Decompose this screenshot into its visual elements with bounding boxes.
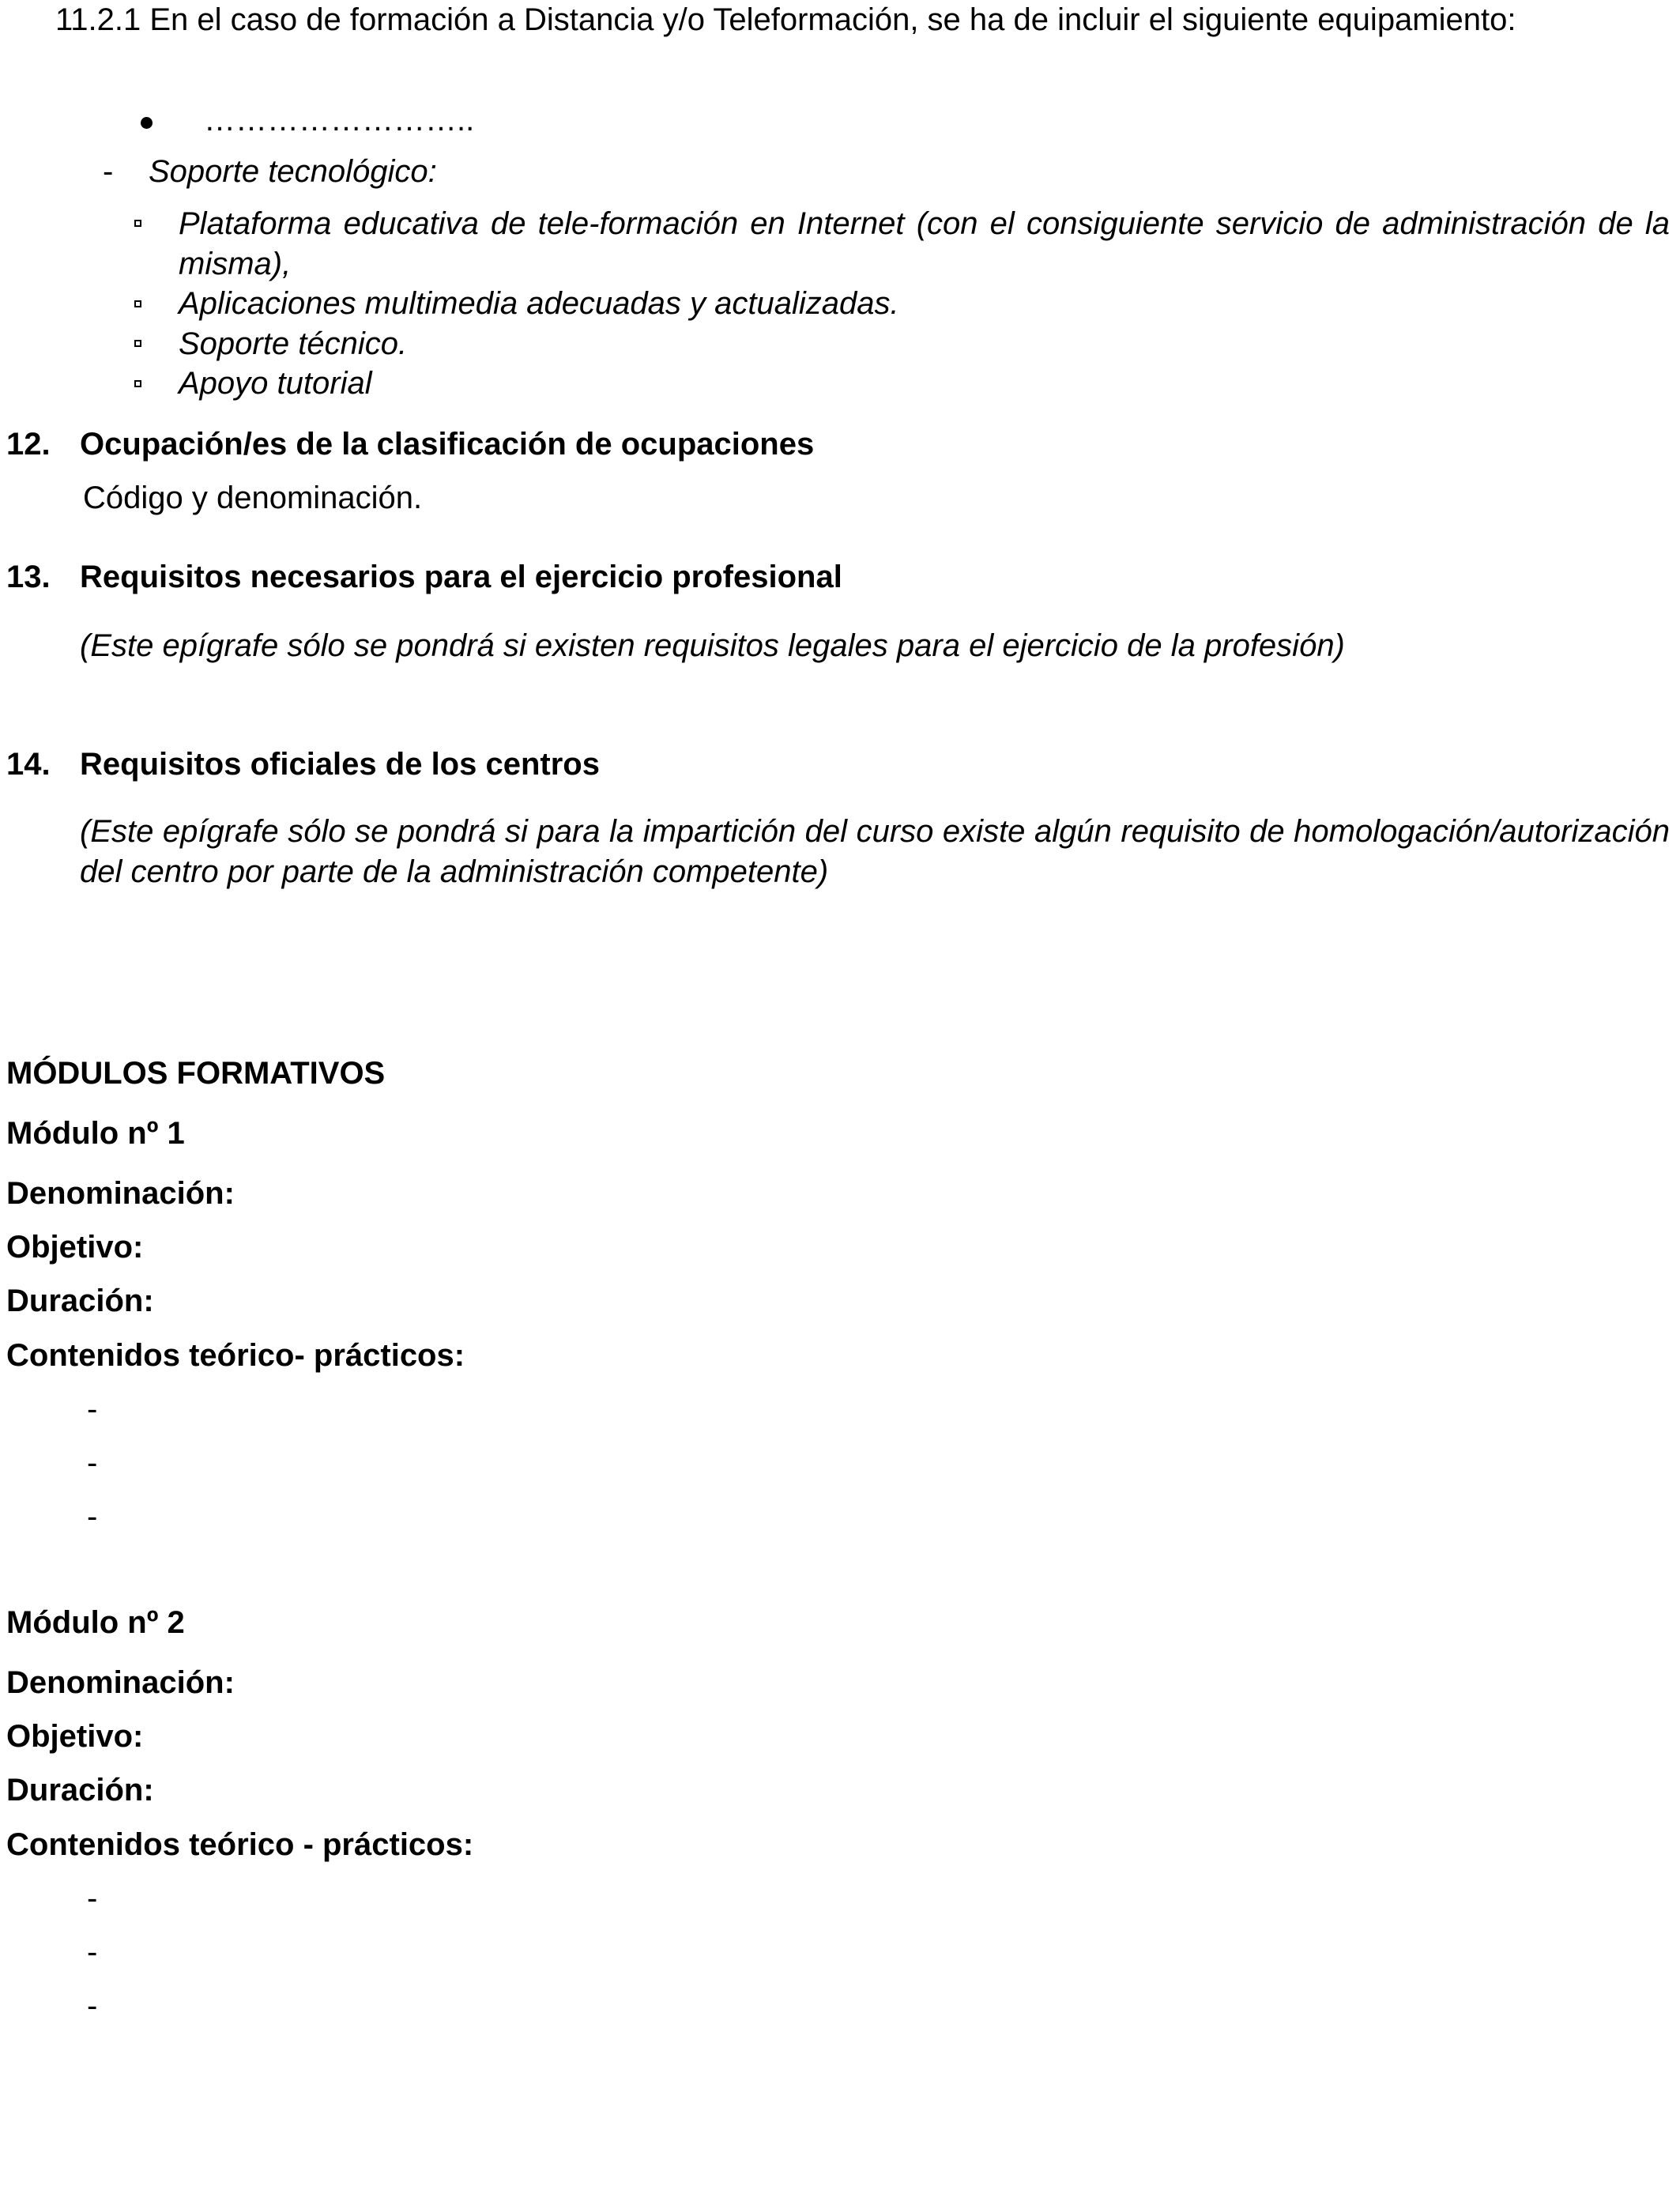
section-number: 13. (6, 560, 51, 594)
section-number: 12. (6, 427, 51, 462)
list-item: Apoyo tutorial (179, 366, 372, 401)
intro-paragraph: 11.2.1 En el caso de formación a Distancia y/o Teleformación, se ha de incluir el siguiente equipamiento: (55, 2, 1516, 37)
list-item: Aplicaciones multimedia adecuadas y actualizadas. (179, 286, 899, 321)
soporte-dash: - (103, 154, 114, 189)
square-bullet-icon (134, 340, 141, 347)
module-title: Módulo nº 1 (6, 1116, 185, 1151)
section-number: 14. (6, 747, 51, 782)
content-dash: - (87, 1392, 98, 1427)
soporte-tecnologico-label: Soporte tecnológico: (149, 154, 437, 189)
section-body: (Este epígrafe sólo se pondrá si para la impartición del curso existe algún requisito de homologación/autorización del centro por parte de la administración competente) (80, 814, 1670, 889)
denominacion-label: Denominación: (6, 1176, 235, 1211)
objetivo-label: Objetivo: (6, 1230, 144, 1265)
section-body: Código y denominación. (83, 481, 423, 515)
objetivo-label: Objetivo: (6, 1719, 144, 1754)
section-heading (6, 424, 814, 465)
section-heading (6, 557, 842, 598)
duracion-label: Duración: (6, 1773, 154, 1808)
section-body: (Este epígrafe sólo se pondrá si existen requisitos legales para el ejercicio de la profesión) (80, 628, 1345, 663)
content-dash: - (87, 1989, 98, 2023)
section-heading (6, 745, 600, 785)
square-bullet-icon (134, 380, 141, 387)
modulos-heading: MÓDULOS FORMATIVOS (6, 1056, 386, 1091)
square-bullet-icon (134, 220, 141, 227)
content-dash: - (87, 1446, 98, 1480)
bullet-dot-icon (141, 117, 153, 129)
content-dash: - (87, 1881, 98, 1916)
square-bullet-icon (134, 300, 141, 307)
section-title: Requisitos necesarios para el ejercicio profesional (80, 560, 842, 594)
module-title: Módulo nº 2 (6, 1605, 185, 1640)
list-item: Plataforma educativa de tele-formación en Internet (con el consiguiente servicio de administración de la misma), (179, 206, 1670, 281)
content-dash: - (87, 1499, 98, 1534)
section-title: Requisitos oficiales de los centros (80, 747, 600, 782)
list-item: Soporte técnico. (179, 326, 408, 361)
content-dash: - (87, 1935, 98, 1970)
contenidos-label: Contenidos teórico- prácticos: (6, 1338, 465, 1373)
bullet-placeholder: …………………….. (204, 103, 475, 138)
contenidos-label: Contenidos teórico - prácticos: (6, 1827, 474, 1862)
duracion-label: Duración: (6, 1284, 154, 1318)
section-title: Ocupación/es de la clasificación de ocupaciones (80, 427, 815, 462)
denominacion-label: Denominación: (6, 1665, 235, 1700)
